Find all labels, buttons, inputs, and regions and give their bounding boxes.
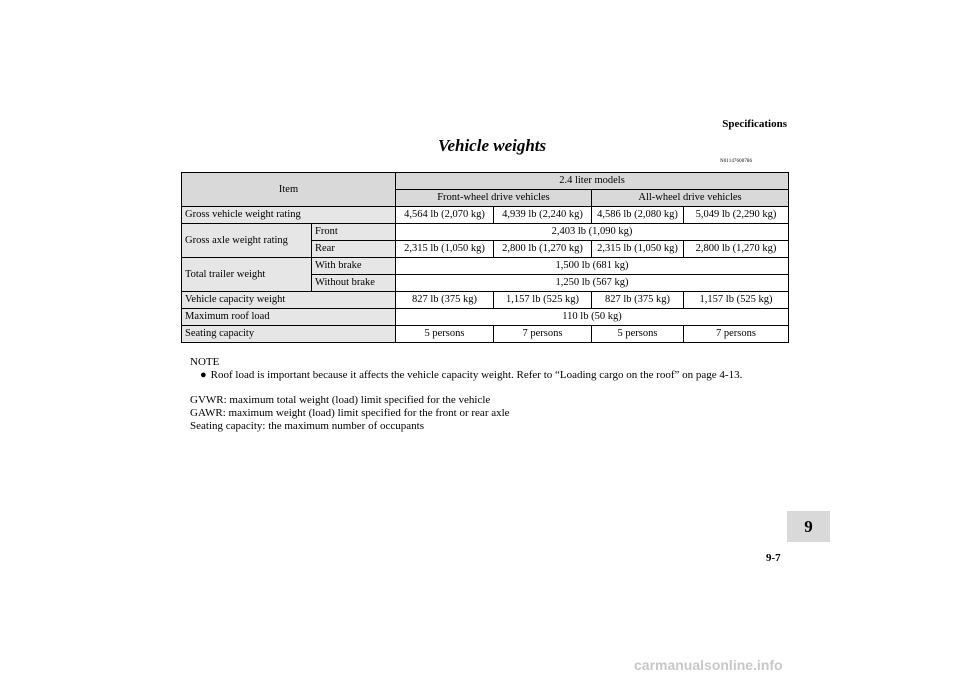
- seating-value: 7 persons: [684, 326, 789, 343]
- seating-label: Seating capacity: [182, 326, 396, 343]
- gawr-rear-value: 2,800 lb (1,270 kg): [684, 241, 789, 258]
- chapter-tab: 9: [787, 511, 830, 542]
- trailer-label: Total trailer weight: [182, 258, 312, 292]
- gawr-label: Gross axle weight rating: [182, 224, 312, 258]
- bullet-icon: ●: [200, 369, 207, 381]
- trailer-with-brake-value: 1,500 lb (681 kg): [396, 258, 789, 275]
- page-number: 9-7: [766, 552, 781, 564]
- table-row: [182, 224, 789, 241]
- roof-value: 110 lb (50 kg): [396, 309, 789, 326]
- definition-item: Seating capacity: the maximum number of occupants: [190, 420, 424, 432]
- table-row: [182, 309, 789, 326]
- gawr-rear-value: 2,315 lb (1,050 kg): [396, 241, 494, 258]
- capacity-value: 1,157 lb (525 kg): [684, 292, 789, 309]
- capacity-value: 1,157 lb (525 kg): [494, 292, 592, 309]
- table-header-row: [182, 173, 789, 190]
- item-header: Item: [182, 173, 396, 207]
- page-title: Vehicle weights: [438, 136, 547, 155]
- seating-value: 5 persons: [396, 326, 494, 343]
- table-row: [182, 326, 789, 343]
- capacity-value: 827 lb (375 kg): [592, 292, 684, 309]
- page-header-section: Specifications: [722, 118, 787, 130]
- fwd-header: Front-wheel drive vehicles: [396, 190, 592, 207]
- table-row: [182, 258, 789, 275]
- trailer-without-brake-label: Without brake: [312, 275, 396, 292]
- table-row: [182, 292, 789, 309]
- gawr-rear-label: Rear: [312, 241, 396, 258]
- watermark: carmanualsonline.info: [634, 657, 783, 673]
- roof-label: Maximum roof load: [182, 309, 396, 326]
- trailer-without-brake-value: 1,250 lb (567 kg): [396, 275, 789, 292]
- note-block: [190, 356, 742, 382]
- gvwr-value: 4,939 lb (2,240 kg): [494, 207, 592, 224]
- gawr-front-label: Front: [312, 224, 396, 241]
- seating-value: 7 persons: [494, 326, 592, 343]
- definition-item: GAWR: maximum weight (load) limit specified for the front or rear axle: [190, 407, 510, 419]
- definition-item: GVWR: maximum total weight (load) limit specified for the vehicle: [190, 394, 491, 406]
- gvwr-value: 4,586 lb (2,080 kg): [592, 207, 684, 224]
- gvwr-label: Gross vehicle weight rating: [182, 207, 396, 224]
- table-row: [182, 207, 789, 224]
- trailer-with-brake-label: With brake: [312, 258, 396, 275]
- seating-value: 5 persons: [592, 326, 684, 343]
- capacity-value: 827 lb (375 kg): [396, 292, 494, 309]
- document-code: N01147600786: [720, 159, 753, 164]
- awd-header: All-wheel drive vehicles: [592, 190, 789, 207]
- vehicle-weights-table: [181, 172, 789, 343]
- note-heading: NOTE: [190, 356, 220, 368]
- note-item: [190, 369, 742, 382]
- gawr-rear-value: 2,315 lb (1,050 kg): [592, 241, 684, 258]
- gawr-front-value: 2,403 lb (1,090 kg): [396, 224, 789, 241]
- engine-header: 2.4 liter models: [396, 173, 789, 190]
- gawr-rear-value: 2,800 lb (1,270 kg): [494, 241, 592, 258]
- capacity-label: Vehicle capacity weight: [182, 292, 396, 309]
- gvwr-value: 5,049 lb (2,290 kg): [684, 207, 789, 224]
- note-text: Roof load is important because it affects the vehicle capacity weight. Refer to “Loading cargo on the roof” on page 4-13.: [210, 369, 743, 381]
- definitions-list: [190, 394, 510, 433]
- gvwr-value: 4,564 lb (2,070 kg): [396, 207, 494, 224]
